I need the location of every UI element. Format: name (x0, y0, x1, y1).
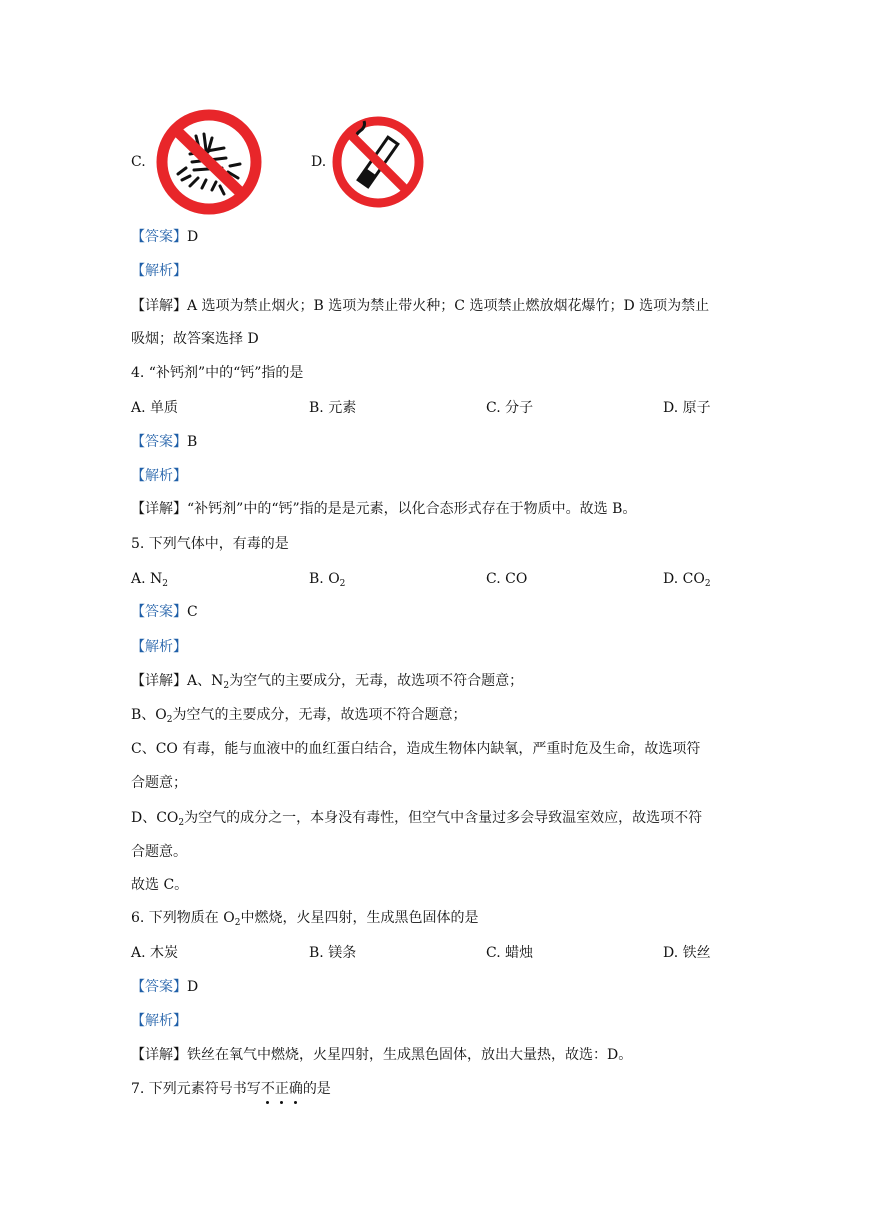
analysis-tag: 【解析】 (131, 468, 187, 484)
answer-tag: 【答案】 (131, 979, 187, 995)
analysis-tag: 【解析】 (131, 263, 187, 279)
detail-text: A 选项为禁止烟火；B 选项为禁止带火种；C 选项禁止燃放烟花爆竹；D 选项为禁止 (187, 298, 710, 314)
emphasis-char: 正 (275, 1081, 289, 1097)
analysis-tag: 【解析】 (131, 1013, 187, 1029)
detail-text: 铁丝在氧气中燃烧，火星四射，生成黑色固体，放出大量热，故选：D。 (187, 1047, 633, 1063)
q5-detail-line-6: 合题意。 (131, 844, 187, 860)
q6-analysis-line (131, 1012, 187, 1030)
q6-detail-line (131, 1046, 632, 1064)
no-smoking-sign-icon (330, 115, 426, 209)
q5-option-c: C. CO (486, 571, 528, 587)
detail-tag: 【详解】 (131, 501, 187, 517)
q3-detail-line-2: 吸烟；故答案选择 D (131, 331, 259, 347)
detail-tag: 【详解】 (131, 1047, 187, 1063)
q3-answer-line (131, 228, 198, 246)
detail-text: “补钙剂”中的“钙”指的是是元素，以化合态形式存在于物质中。故选 B。 (187, 501, 637, 517)
q5-answer-line (131, 603, 198, 621)
emphasis-char: 不 (261, 1081, 275, 1097)
detail-tag: 【详解】 (131, 298, 187, 314)
q5-detail-line-1: 【详解】A、$N_2$为空气的主要成分，无毒，故选项不符合题意； (131, 673, 524, 691)
q4-analysis-line (131, 467, 187, 485)
q4-answer-line (131, 433, 197, 451)
q6-option-a: A. 木炭 (131, 945, 179, 961)
answer-value: D (187, 979, 199, 995)
q7-stem: 7. 下列元素符号书写不 正 确 的是 (131, 1080, 331, 1098)
answer-tag: 【答案】 (131, 604, 187, 620)
q5-detail-line-5: D、$CO_2$为空气的成分之一，本身没有毒性，但空气中含量过多会导致温室效应，故选项不符 (131, 810, 703, 828)
q5-detail-line-3: C、CO 有毒，能与血液中的血红蛋白结合，造成生物体内缺氧，严重时危及生命，故选项符 (131, 741, 701, 757)
q6-stem: 6. 下列物质在 $O_2$中燃烧，火星四射，生成黑色固体的是 (131, 910, 479, 928)
q4-detail-line (131, 500, 636, 518)
option-d-label: D. (311, 154, 327, 170)
q3-detail-line-1 (131, 297, 709, 315)
q5-detail-line-4: 合题意； (131, 775, 187, 791)
answer-value: B (187, 434, 198, 450)
answer-value: D (187, 229, 199, 245)
q4-stem: 4. “补钙剂”中的“钙”指的是 (131, 365, 304, 381)
answer-tag: 【答案】 (131, 229, 187, 245)
answer-value: C (187, 604, 198, 620)
q6-option-c: C. 蜡烛 (486, 945, 534, 961)
q3-analysis-line (131, 262, 187, 280)
detail-tag: 【详解】 (131, 673, 187, 689)
q5-detail-line-2: B、$O_2$为空气的主要成分，无毒，故选项不符合题意； (131, 707, 467, 725)
analysis-tag: 【解析】 (131, 639, 187, 655)
option-c-label: C. (131, 154, 146, 170)
no-fireworks-sign-icon (154, 108, 264, 216)
q5-option-d: D. $CO_2$ (663, 571, 711, 589)
q5-analysis-line (131, 638, 187, 656)
q4-option-a: A. 单质 (131, 400, 179, 416)
q6-option-d: D. 铁丝 (663, 945, 711, 961)
q5-conclusion: 故选 C。 (131, 877, 189, 893)
q5-option-a: A. $N_2$ (131, 571, 168, 589)
q5-option-b: B. $O_2$ (309, 571, 346, 589)
q4-option-d: D. 原子 (663, 400, 711, 416)
q4-option-b: B. 元素 (309, 400, 357, 416)
q5-stem: 5. 下列气体中，有毒的是 (131, 536, 289, 552)
q6-option-b: B. 镁条 (309, 945, 357, 961)
emphasis-char: 确 (289, 1081, 303, 1097)
q6-answer-line (131, 978, 198, 996)
answer-tag: 【答案】 (131, 434, 187, 450)
q4-option-c: C. 分子 (486, 400, 534, 416)
